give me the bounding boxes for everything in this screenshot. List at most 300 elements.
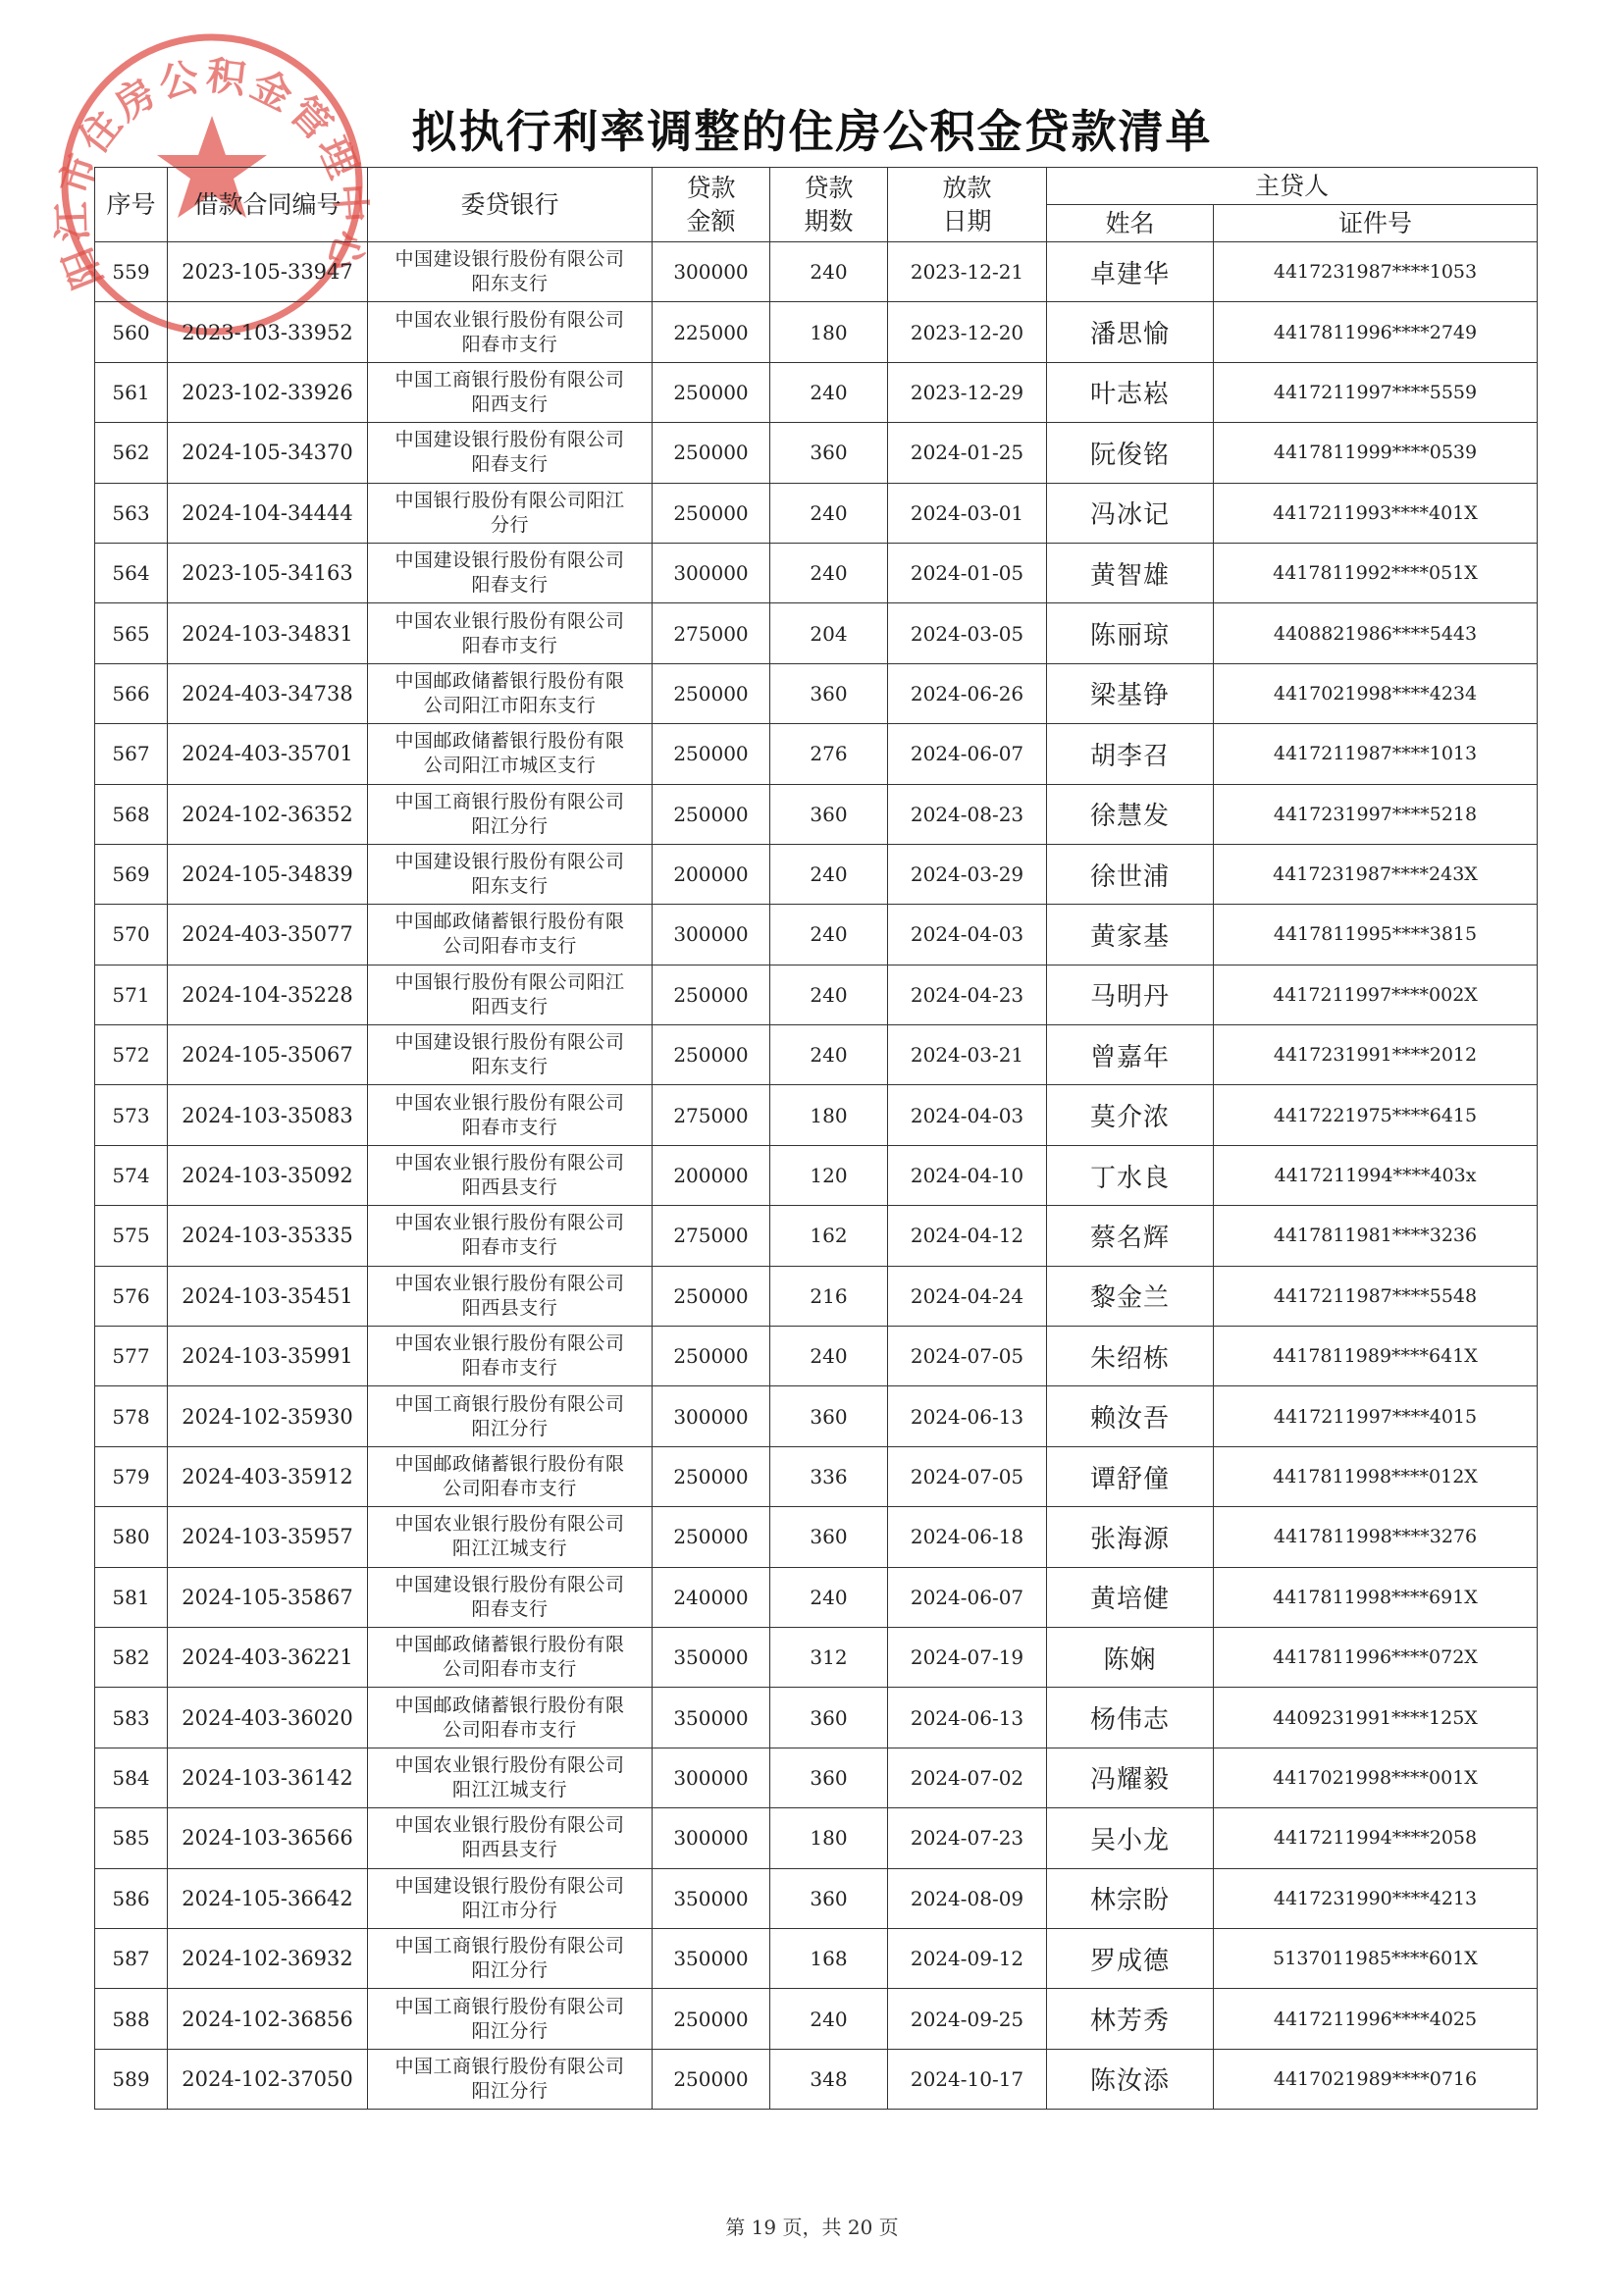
- bank-line: 中国农业银行股份有限公司: [394, 1152, 625, 1174]
- header-bank: 委贷银行: [368, 168, 653, 242]
- row-date: 2023-12-29: [888, 362, 1047, 422]
- bank-line: 阳江分行: [471, 2079, 549, 2102]
- row-seq: 579: [95, 1446, 168, 1506]
- header-name: 姓名: [1047, 205, 1214, 242]
- row-borrower-name: 胡李召: [1047, 724, 1214, 784]
- bank-line: 中国工商银行股份有限公司: [394, 790, 625, 812]
- row-contract-number: 2024-102-36856: [168, 1989, 368, 2049]
- row-amount: 350000: [653, 1627, 770, 1687]
- row-term: 240: [770, 543, 888, 602]
- row-seq: 569: [95, 844, 168, 904]
- row-bank: [368, 1446, 653, 1506]
- row-bank: [368, 1928, 653, 1988]
- bank-line: 阳西县支行: [461, 1296, 558, 1319]
- row-date: 2024-09-12: [888, 1928, 1047, 1988]
- row-bank: [368, 1627, 653, 1687]
- table-row: [95, 1206, 1538, 1266]
- table-row: [95, 423, 1538, 483]
- bank-line: 中国建设银行股份有限公司: [394, 1573, 625, 1595]
- row-bank: [368, 1206, 653, 1266]
- row-contract-number: 2024-102-35930: [168, 1386, 368, 1446]
- row-borrower-name: 朱绍栋: [1047, 1327, 1214, 1386]
- row-amount: 250000: [653, 784, 770, 844]
- row-term: 360: [770, 663, 888, 723]
- row-term: 360: [770, 423, 888, 483]
- row-bank: [368, 724, 653, 784]
- bank-line: 中国农业银行股份有限公司: [394, 1814, 625, 1837]
- page-footer: 第 19 页，共 20 页: [725, 2216, 899, 2239]
- row-contract-number: 2023-105-34163: [168, 543, 368, 602]
- row-date: 2024-06-26: [888, 663, 1047, 723]
- row-term: 240: [770, 242, 888, 302]
- row-date: 2024-06-13: [888, 1688, 1047, 1748]
- row-borrower-name: 吴小龙: [1047, 1808, 1214, 1868]
- row-amount: 250000: [653, 724, 770, 784]
- row-seq: 568: [95, 784, 168, 844]
- row-amount: 300000: [653, 1808, 770, 1868]
- bank-line: 阳西县支行: [461, 1839, 558, 1861]
- row-amount: 250000: [653, 1507, 770, 1567]
- row-date: 2023-12-21: [888, 242, 1047, 302]
- row-seq: 573: [95, 1085, 168, 1145]
- bank-line: 公司阳春市支行: [443, 935, 577, 958]
- row-contract-number: 2024-105-36642: [168, 1868, 368, 1928]
- bank-line: 阳春支行: [471, 453, 549, 476]
- bank-line: 中国邮政储蓄银行股份有限: [394, 730, 625, 753]
- row-bank: [368, 483, 653, 543]
- row-bank: [368, 1507, 653, 1567]
- bank-line: 中国邮政储蓄银行股份有限: [394, 1634, 625, 1656]
- bank-line: 公司阳江市城区支行: [423, 755, 597, 777]
- row-contract-number: 2024-103-35451: [168, 1266, 368, 1326]
- row-borrower-name: 陈娴: [1047, 1627, 1214, 1687]
- row-bank: [368, 1145, 653, 1205]
- table-row: [95, 1025, 1538, 1085]
- row-amount: 300000: [653, 543, 770, 602]
- row-borrower-name: 谭舒僮: [1047, 1446, 1214, 1506]
- row-borrower-name: 黄培健: [1047, 1567, 1214, 1627]
- row-date: 2024-01-25: [888, 423, 1047, 483]
- row-borrower-name: 赖汝吾: [1047, 1386, 1214, 1446]
- row-id-number: 4417811998****691X: [1214, 1567, 1538, 1627]
- row-amount: 240000: [653, 1567, 770, 1627]
- row-term: 180: [770, 1085, 888, 1145]
- bank-line: 公司阳春市支行: [443, 1718, 577, 1741]
- row-seq: 570: [95, 905, 168, 965]
- row-id-number: 4417811999****0539: [1214, 423, 1538, 483]
- row-seq: 583: [95, 1688, 168, 1748]
- row-id-number: 4417021989****0716: [1214, 2049, 1538, 2109]
- row-date: 2024-04-03: [888, 1085, 1047, 1145]
- row-term: 240: [770, 362, 888, 422]
- row-borrower-name: 张海源: [1047, 1507, 1214, 1567]
- row-term: 348: [770, 2049, 888, 2109]
- row-borrower-name: 莫介浓: [1047, 1085, 1214, 1145]
- row-borrower-name: 罗成德: [1047, 1928, 1214, 1988]
- table-row: [95, 1989, 1538, 2049]
- row-contract-number: 2024-102-36352: [168, 784, 368, 844]
- row-id-number: 4417211994****403x: [1214, 1145, 1538, 1205]
- bank-line: 阳江市分行: [461, 1899, 558, 1921]
- row-amount: 350000: [653, 1868, 770, 1928]
- row-bank: [368, 1808, 653, 1868]
- row-term: 360: [770, 1507, 888, 1567]
- table-row: [95, 543, 1538, 602]
- row-term: 180: [770, 302, 888, 362]
- row-date: 2024-04-03: [888, 905, 1047, 965]
- bank-line: 阳东支行: [471, 1056, 549, 1078]
- row-date: 2024-04-10: [888, 1145, 1047, 1205]
- bank-line: 阳西支行: [471, 392, 549, 415]
- bank-line: 中国农业银行股份有限公司: [394, 1513, 625, 1536]
- row-seq: 565: [95, 603, 168, 663]
- row-contract-number: 2023-105-33947: [168, 242, 368, 302]
- row-bank: [368, 1567, 653, 1627]
- row-seq: 566: [95, 663, 168, 723]
- row-bank: [368, 1386, 653, 1446]
- row-contract-number: 2024-103-35083: [168, 1085, 368, 1145]
- bank-line: 阳东支行: [471, 875, 549, 898]
- row-contract-number: 2024-102-37050: [168, 2049, 368, 2109]
- row-date: 2024-04-24: [888, 1266, 1047, 1326]
- bank-line: 阳春支行: [471, 574, 549, 597]
- table-row: [95, 1928, 1538, 1988]
- row-bank: [368, 1327, 653, 1386]
- row-borrower-name: 曾嘉年: [1047, 1025, 1214, 1085]
- row-bank: [368, 905, 653, 965]
- row-amount: 350000: [653, 1688, 770, 1748]
- table-row: [95, 302, 1538, 362]
- row-contract-number: 2024-104-34444: [168, 483, 368, 543]
- header-contract: 借款合同编号: [168, 168, 368, 242]
- row-seq: 572: [95, 1025, 168, 1085]
- page-title: 拟执行利率调整的住房公积金贷款清单: [411, 105, 1213, 158]
- row-bank: [368, 1748, 653, 1807]
- row-contract-number: 2024-102-36932: [168, 1928, 368, 1988]
- bank-line: 中国建设银行股份有限公司: [394, 429, 625, 451]
- row-term: 240: [770, 1025, 888, 1085]
- bank-line: 公司阳春市支行: [443, 1478, 577, 1499]
- row-term: 162: [770, 1206, 888, 1266]
- table-row: [95, 1327, 1538, 1386]
- row-term: 360: [770, 1868, 888, 1928]
- table-row: [95, 362, 1538, 422]
- row-seq: 567: [95, 724, 168, 784]
- bank-line: 阳江江城支行: [451, 1538, 567, 1560]
- row-id-number: 4417211997****002X: [1214, 965, 1538, 1024]
- row-date: 2024-06-13: [888, 1386, 1047, 1446]
- bank-line: 中国农业银行股份有限公司: [394, 609, 625, 632]
- row-bank: [368, 1688, 653, 1748]
- bank-line: 中国农业银行股份有限公司: [394, 308, 625, 331]
- row-borrower-name: 林芳秀: [1047, 1989, 1214, 2049]
- bank-line: 中国建设银行股份有限公司: [394, 1874, 625, 1897]
- row-contract-number: 2024-403-35077: [168, 905, 368, 965]
- row-id-number: 4417231997****5218: [1214, 784, 1538, 844]
- bank-line: 中国邮政储蓄银行股份有限: [394, 669, 625, 692]
- row-amount: 225000: [653, 302, 770, 362]
- row-seq: 586: [95, 1868, 168, 1928]
- row-amount: 250000: [653, 1327, 770, 1386]
- row-amount: 275000: [653, 1206, 770, 1266]
- bank-line: 中国工商银行股份有限公司: [394, 1392, 625, 1415]
- row-id-number: 4417211997****5559: [1214, 362, 1538, 422]
- row-term: 360: [770, 1688, 888, 1748]
- row-term: 168: [770, 1928, 888, 1988]
- table-row: [95, 1446, 1538, 1506]
- row-date: 2024-03-01: [888, 483, 1047, 543]
- row-id-number: 4417231987****1053: [1214, 242, 1538, 302]
- row-id-number: 4417021998****001X: [1214, 1748, 1538, 1807]
- bank-line: 阳春市支行: [461, 1116, 558, 1138]
- bank-line: 中国建设银行股份有限公司: [394, 549, 625, 572]
- row-borrower-name: 冯耀毅: [1047, 1748, 1214, 1807]
- row-borrower-name: 黎金兰: [1047, 1266, 1214, 1326]
- row-id-number: 5137011985****601X: [1214, 1928, 1538, 1988]
- row-bank: [368, 1989, 653, 2049]
- row-seq: 576: [95, 1266, 168, 1326]
- row-seq: 584: [95, 1748, 168, 1807]
- row-borrower-name: 陈丽琼: [1047, 603, 1214, 663]
- row-bank: [368, 663, 653, 723]
- row-date: 2024-03-05: [888, 603, 1047, 663]
- bank-line: 中国建设银行股份有限公司: [394, 851, 625, 873]
- bank-line: 中国邮政储蓄银行股份有限: [394, 1453, 625, 1475]
- header-borrower: 主贷人: [1047, 168, 1538, 205]
- bank-line: 中国工商银行股份有限公司: [394, 1935, 625, 1957]
- bank-line: 中国农业银行股份有限公司: [394, 1212, 625, 1234]
- row-seq: 582: [95, 1627, 168, 1687]
- bank-line: 中国建设银行股份有限公司: [394, 1031, 625, 1054]
- bank-line: 阳春市支行: [461, 333, 558, 355]
- bank-line: 中国邮政储蓄银行股份有限: [394, 911, 625, 933]
- row-contract-number: 2024-103-36566: [168, 1808, 368, 1868]
- bank-line: 阳江江城支行: [451, 1778, 567, 1800]
- row-borrower-name: 马明丹: [1047, 965, 1214, 1024]
- table-row: [95, 1266, 1538, 1326]
- table-row: [95, 1627, 1538, 1687]
- table-row: [95, 1688, 1538, 1748]
- row-amount: 300000: [653, 1748, 770, 1807]
- row-borrower-name: 梁基铮: [1047, 663, 1214, 723]
- row-id-number: 4409231991****125X: [1214, 1688, 1538, 1748]
- row-contract-number: 2024-105-34839: [168, 844, 368, 904]
- row-borrower-name: 卓建华: [1047, 242, 1214, 302]
- table-row: [95, 784, 1538, 844]
- row-date: 2023-12-20: [888, 302, 1047, 362]
- row-date: 2024-08-09: [888, 1868, 1047, 1928]
- row-bank: [368, 1266, 653, 1326]
- row-borrower-name: 杨伟志: [1047, 1688, 1214, 1748]
- bank-line: 阳江分行: [471, 1959, 549, 1982]
- row-term: 204: [770, 603, 888, 663]
- bank-line: 阳春市支行: [461, 634, 558, 656]
- row-date: 2024-06-18: [888, 1507, 1047, 1567]
- header-id: 证件号: [1214, 205, 1538, 242]
- row-contract-number: 2024-103-34831: [168, 603, 368, 663]
- bank-line: 中国建设银行股份有限公司: [394, 248, 625, 271]
- row-id-number: 4417231987****243X: [1214, 844, 1538, 904]
- row-seq: 585: [95, 1808, 168, 1868]
- table-row: [95, 1085, 1538, 1145]
- row-id-number: 4417211993****401X: [1214, 483, 1538, 543]
- bank-line: 中国农业银行股份有限公司: [394, 1272, 625, 1294]
- table-row: [95, 1507, 1538, 1567]
- row-date: 2024-03-29: [888, 844, 1047, 904]
- row-date: 2024-08-23: [888, 784, 1047, 844]
- bank-line: 中国银行股份有限公司阳江: [394, 489, 625, 511]
- row-amount: 250000: [653, 965, 770, 1024]
- row-date: 2024-04-12: [888, 1206, 1047, 1266]
- bank-line: 阳春市支行: [461, 1357, 558, 1380]
- row-seq: 559: [95, 242, 168, 302]
- row-bank: [368, 603, 653, 663]
- row-amount: 250000: [653, 483, 770, 543]
- row-borrower-name: 林宗盼: [1047, 1868, 1214, 1928]
- row-contract-number: 2024-403-35701: [168, 724, 368, 784]
- row-id-number: 4417211987****1013: [1214, 724, 1538, 784]
- row-seq: 564: [95, 543, 168, 602]
- row-bank: [368, 1085, 653, 1145]
- row-term: 336: [770, 1446, 888, 1506]
- row-id-number: 4417811998****3276: [1214, 1507, 1538, 1567]
- row-seq: 581: [95, 1567, 168, 1627]
- row-term: 276: [770, 724, 888, 784]
- row-term: 216: [770, 1266, 888, 1326]
- row-borrower-name: 徐世浦: [1047, 844, 1214, 904]
- row-amount: 200000: [653, 1145, 770, 1205]
- header-date: 放款 日期: [888, 168, 1047, 242]
- row-term: 180: [770, 1808, 888, 1868]
- row-term: 120: [770, 1145, 888, 1205]
- row-id-number: 4417211994****2058: [1214, 1808, 1538, 1868]
- bank-line: 阳西支行: [471, 995, 549, 1018]
- row-seq: 562: [95, 423, 168, 483]
- row-contract-number: 2024-104-35228: [168, 965, 368, 1024]
- table-row: [95, 603, 1538, 663]
- row-term: 360: [770, 1748, 888, 1807]
- row-contract-number: 2024-103-35335: [168, 1206, 368, 1266]
- row-seq: 560: [95, 302, 168, 362]
- row-bank: [368, 784, 653, 844]
- row-contract-number: 2024-103-35991: [168, 1327, 368, 1386]
- row-seq: 574: [95, 1145, 168, 1205]
- row-amount: 250000: [653, 1025, 770, 1085]
- row-id-number: 4417231990****4213: [1214, 1868, 1538, 1928]
- bank-line: 阳江分行: [471, 1417, 549, 1439]
- row-id-number: 4417211996****4025: [1214, 1989, 1538, 2049]
- bank-line: 分行: [490, 513, 529, 536]
- loan-table: [94, 167, 1538, 2110]
- row-contract-number: 2023-102-33926: [168, 362, 368, 422]
- row-contract-number: 2024-103-35957: [168, 1507, 368, 1567]
- bank-line: 阳春支行: [471, 1597, 549, 1620]
- row-amount: 200000: [653, 844, 770, 904]
- row-contract-number: 2024-403-36221: [168, 1627, 368, 1687]
- row-seq: 588: [95, 1989, 168, 2049]
- row-bank: [368, 242, 653, 302]
- row-amount: 250000: [653, 2049, 770, 2109]
- row-date: 2024-10-17: [888, 2049, 1047, 2109]
- bank-line: 中国工商银行股份有限公司: [394, 2055, 625, 2077]
- row-contract-number: 2024-105-35067: [168, 1025, 368, 1085]
- row-term: 360: [770, 784, 888, 844]
- row-date: 2024-01-05: [888, 543, 1047, 602]
- row-id-number: 4417221975****6415: [1214, 1085, 1538, 1145]
- table-row: [95, 965, 1538, 1024]
- row-bank: [368, 1025, 653, 1085]
- row-term: 240: [770, 965, 888, 1024]
- row-bank: [368, 2049, 653, 2109]
- row-id-number: 4408821986****5443: [1214, 603, 1538, 663]
- row-date: 2024-07-02: [888, 1748, 1047, 1807]
- bank-line: 公司阳江市阳东支行: [423, 694, 597, 716]
- row-contract-number: 2024-103-36142: [168, 1748, 368, 1807]
- row-amount: 250000: [653, 362, 770, 422]
- row-term: 360: [770, 1386, 888, 1446]
- table-row: [95, 1567, 1538, 1627]
- table-row: [95, 663, 1538, 723]
- bank-line: 阳西县支行: [461, 1176, 558, 1199]
- row-bank: [368, 844, 653, 904]
- row-id-number: 4417811996****2749: [1214, 302, 1538, 362]
- table-row: [95, 1808, 1538, 1868]
- bank-line: 公司阳春市支行: [443, 1658, 577, 1681]
- row-borrower-name: 黄家基: [1047, 905, 1214, 965]
- row-id-number: 4417021998****4234: [1214, 663, 1538, 723]
- row-amount: 250000: [653, 663, 770, 723]
- row-borrower-name: 冯冰记: [1047, 483, 1214, 543]
- row-seq: 589: [95, 2049, 168, 2109]
- row-seq: 577: [95, 1327, 168, 1386]
- bank-line: 中国农业银行股份有限公司: [394, 1332, 625, 1355]
- row-bank: [368, 965, 653, 1024]
- row-term: 240: [770, 905, 888, 965]
- row-seq: 575: [95, 1206, 168, 1266]
- row-contract-number: 2024-105-34370: [168, 423, 368, 483]
- row-id-number: 4417811995****3815: [1214, 905, 1538, 965]
- row-date: 2024-03-21: [888, 1025, 1047, 1085]
- row-seq: 571: [95, 965, 168, 1024]
- row-amount: 350000: [653, 1928, 770, 1988]
- row-date: 2024-06-07: [888, 1567, 1047, 1627]
- row-bank: [368, 302, 653, 362]
- row-bank: [368, 543, 653, 602]
- table-row: [95, 242, 1538, 302]
- row-date: 2024-07-19: [888, 1627, 1047, 1687]
- row-date: 2024-07-05: [888, 1446, 1047, 1506]
- row-borrower-name: 丁水良: [1047, 1145, 1214, 1205]
- row-term: 240: [770, 483, 888, 543]
- bank-line: 中国工商银行股份有限公司: [394, 368, 625, 391]
- row-amount: 250000: [653, 423, 770, 483]
- row-contract-number: 2024-403-34738: [168, 663, 368, 723]
- row-id-number: 4417811996****072X: [1214, 1627, 1538, 1687]
- row-borrower-name: 蔡名辉: [1047, 1206, 1214, 1266]
- bank-line: 中国农业银行股份有限公司: [394, 1753, 625, 1776]
- row-id-number: 4417811992****051X: [1214, 543, 1538, 602]
- row-contract-number: 2023-103-33952: [168, 302, 368, 362]
- row-date: 2024-07-23: [888, 1808, 1047, 1868]
- row-borrower-name: 阮俊铭: [1047, 423, 1214, 483]
- row-amount: 250000: [653, 1266, 770, 1326]
- header-term: 贷款 期数: [770, 168, 888, 242]
- bank-line: 中国工商银行股份有限公司: [394, 1995, 625, 2017]
- table-row: [95, 2049, 1538, 2109]
- row-amount: 250000: [653, 1446, 770, 1506]
- table-row: [95, 844, 1538, 904]
- row-borrower-name: 潘思愉: [1047, 302, 1214, 362]
